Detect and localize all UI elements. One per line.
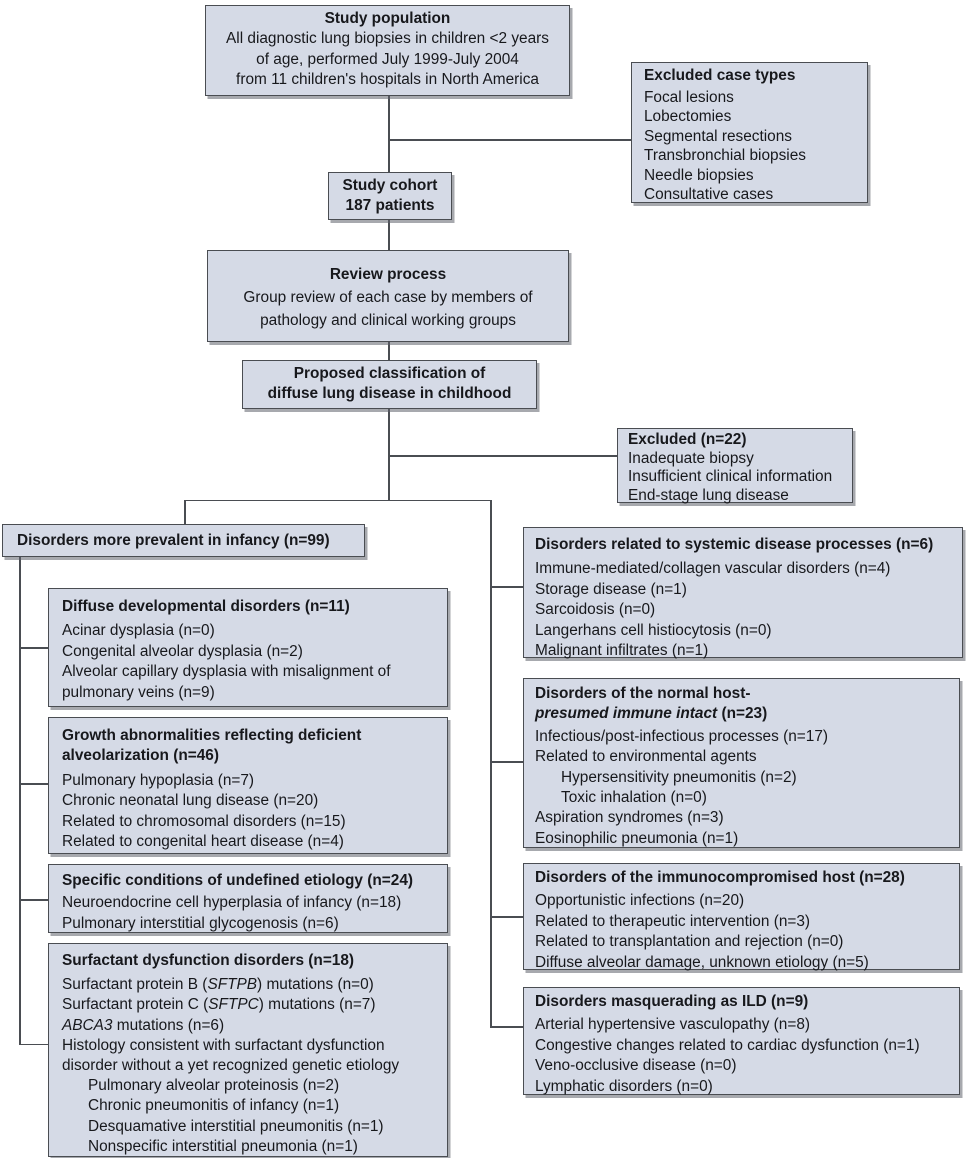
box-text-line: from 11 children's hospitals in North America (236, 71, 539, 89)
box-text-line: Proposed classification of (293, 365, 486, 382)
list-item: Diffuse alveolar damage, unknown etiology (n=5) (535, 953, 869, 971)
text-segment: Surfactant protein C ( (62, 996, 209, 1014)
connector-stub-surfactant (19, 1044, 49, 1046)
box-excluded-case-types (631, 62, 868, 203)
list-item (62, 975, 439, 995)
box-title: Disorders of the immunocompromised host (n=28) (535, 869, 905, 886)
list-item: Related to transplantation and rejection (n=0) (535, 933, 844, 951)
connector-right-spine (490, 500, 492, 1027)
list-item: Focal lesions (644, 88, 734, 106)
box-title: Diffuse developmental disorders (n=11) (62, 598, 350, 615)
list-item (62, 1016, 439, 1036)
list-item: Infectious/post-infectious processes (n=17) (535, 727, 829, 745)
box-title: Specific conditions of undefined etiology (n=24) (62, 872, 414, 889)
list-item: Inadequate biopsy (628, 449, 754, 467)
box-systemic-disease (523, 527, 963, 658)
list-item: Langerhans cell histiocytosis (n=0) (535, 621, 772, 639)
box-title: Excluded case types (644, 67, 796, 84)
list-item (62, 995, 439, 1015)
box-text-line: Group review of each case by members of (243, 289, 533, 306)
box-specific-conditions (48, 864, 448, 933)
connector-review-to-classification (388, 342, 390, 361)
list-item: Pulmonary alveolar proteinosis (n=2) (88, 1077, 340, 1095)
list-item: Hypersensitivity pneumonitis (n=2) (561, 768, 797, 786)
box-title: Growth abnormalities reflecting deficient (62, 727, 362, 744)
list-item: Needle biopsies (644, 166, 754, 184)
box-text-line: All diagnostic lung biopsies in children <2 years (226, 30, 549, 48)
list-item: Related to chromosomal disorders (n=15) (62, 812, 346, 830)
title-italic-segment: presumed immune intact (535, 705, 718, 723)
connector-stub-immunocompromised (490, 916, 524, 918)
connector-stub-systemic (490, 586, 524, 588)
list-item: Opportunistic infections (n=20) (535, 892, 745, 910)
text-segment: mutations (n=6) (112, 1016, 225, 1034)
list-item: Veno-occlusive disease (n=0) (535, 1057, 737, 1075)
connector-stub-growth-abnormalities (19, 783, 49, 785)
box-surfactant-dysfunction (48, 943, 448, 1157)
connector-stub-specific-conditions (19, 899, 49, 901)
connector-population-to-cohort (388, 96, 390, 172)
gene-name: ABCA3 (62, 1016, 113, 1034)
box-study-cohort (328, 172, 452, 220)
list-item: Desquamative interstitial pneumonitis (n=1) (88, 1117, 384, 1135)
box-infancy-header (2, 524, 365, 557)
list-item: disorder without a yet recognized genetic etiology (62, 1057, 400, 1075)
box-growth-abnormalities (48, 717, 448, 854)
connector-split-to-infancy-header (184, 500, 186, 525)
box-immunocompromised (523, 863, 960, 970)
box-proposed-classification (242, 360, 537, 409)
box-title: alveolarization (n=46) (62, 747, 219, 765)
connector-stub-diffuse-developmental (19, 647, 49, 649)
list-item: End-stage lung disease (628, 486, 789, 504)
list-item: Sarcoidosis (n=0) (535, 601, 656, 619)
list-item: Acinar dysplasia (n=0) (62, 622, 215, 640)
list-item: Insufficient clinical information (628, 468, 833, 486)
connector-cohort-to-review (388, 220, 390, 251)
list-item: Segmental resections (644, 127, 792, 145)
connector-to-excluded-case-types (389, 139, 632, 141)
list-item: Pulmonary interstitial glycogenosis (n=6) (62, 914, 339, 932)
list-item: Lobectomies (644, 108, 732, 125)
list-item: Transbronchial biopsies (644, 147, 806, 164)
list-item: Related to environmental agents (535, 748, 757, 766)
box-title: Study population (324, 10, 451, 27)
connector-stub-masquerading (490, 1026, 524, 1028)
list-item: Immune-mediated/collagen vascular disorders (n=4) (535, 560, 891, 578)
list-item: Storage disease (n=1) (535, 580, 687, 598)
list-item: Related to congenital heart disease (n=4) (62, 833, 344, 851)
box-text-line: pathology and clinical working groups (260, 312, 516, 329)
list-item: Aspiration syndromes (n=3) (535, 809, 724, 827)
connector-stub-normal-host (490, 761, 524, 763)
list-item: Histology consistent with surfactant dysfunction (62, 1036, 385, 1054)
box-text-line: diffuse lung disease in childhood (267, 385, 512, 403)
box-title (535, 704, 951, 724)
box-masquerading (523, 987, 960, 1095)
box-title: Surfactant dysfunction disorders (n=18) (62, 952, 355, 969)
box-text-line: Study cohort (342, 177, 438, 194)
list-item: Nonspecific interstitial pneumonia (n=1) (88, 1137, 358, 1155)
list-item: Toxic inhalation (n=0) (561, 789, 707, 807)
list-item: Neuroendocrine cell hyperplasia of infancy (n=18) (62, 894, 402, 912)
list-item: pulmonary veins (n=9) (62, 683, 215, 701)
box-diffuse-developmental (48, 588, 448, 707)
box-title: Review process (329, 266, 447, 283)
text-segment: ) mutations (n=0) (257, 976, 374, 994)
box-title: Excluded (n=22) (628, 431, 747, 448)
connector-to-excluded-n22 (389, 455, 617, 457)
connector-left-spine (19, 556, 21, 1045)
box-normal-host (523, 678, 960, 848)
list-item: Pulmonary hypoplasia (n=7) (62, 771, 255, 789)
list-item: Alveolar capillary dysplasia with misalignment of (62, 663, 391, 681)
box-text-line: 187 patients (345, 197, 435, 215)
list-item: Congestive changes related to cardiac dysfunction (n=1) (535, 1036, 920, 1054)
text-segment: Surfactant protein B ( (62, 976, 208, 994)
text-segment: ) mutations (n=7) (258, 996, 376, 1014)
connector-main-split (184, 500, 491, 502)
list-item: Consultative cases (644, 186, 774, 203)
box-title: Disorders masquerading as ILD (n=9) (535, 993, 809, 1010)
list-item: Chronic neonatal lung disease (n=20) (62, 792, 319, 810)
gene-name: SFTPB (207, 976, 258, 994)
box-excluded-n22 (617, 428, 853, 503)
list-item: Related to therapeutic intervention (n=3) (535, 912, 811, 930)
list-item: Chronic pneumonitis of infancy (n=1) (88, 1097, 340, 1115)
box-study-population (205, 5, 570, 96)
list-item: Congenital alveolar dysplasia (n=2) (62, 642, 303, 660)
box-review-process (207, 250, 569, 342)
box-title: Disorders of the normal host- (535, 685, 751, 702)
gene-name: SFTPC (208, 996, 259, 1014)
list-item: Arterial hypertensive vasculopathy (n=8) (535, 1016, 811, 1034)
box-text-line: of age, performed July 1999-July 2004 (256, 50, 519, 68)
list-item: Malignant infiltrates (n=1) (535, 642, 709, 660)
list-item: Eosinophilic pneumonia (n=1) (535, 829, 739, 847)
box-title: Disorders related to systemic disease processes (n=6) (535, 536, 934, 553)
list-item: Lymphatic disorders (n=0) (535, 1077, 713, 1095)
box-title: Disorders more prevalent in infancy (n=99) (17, 532, 330, 549)
title-segment: (n=23) (717, 705, 768, 723)
